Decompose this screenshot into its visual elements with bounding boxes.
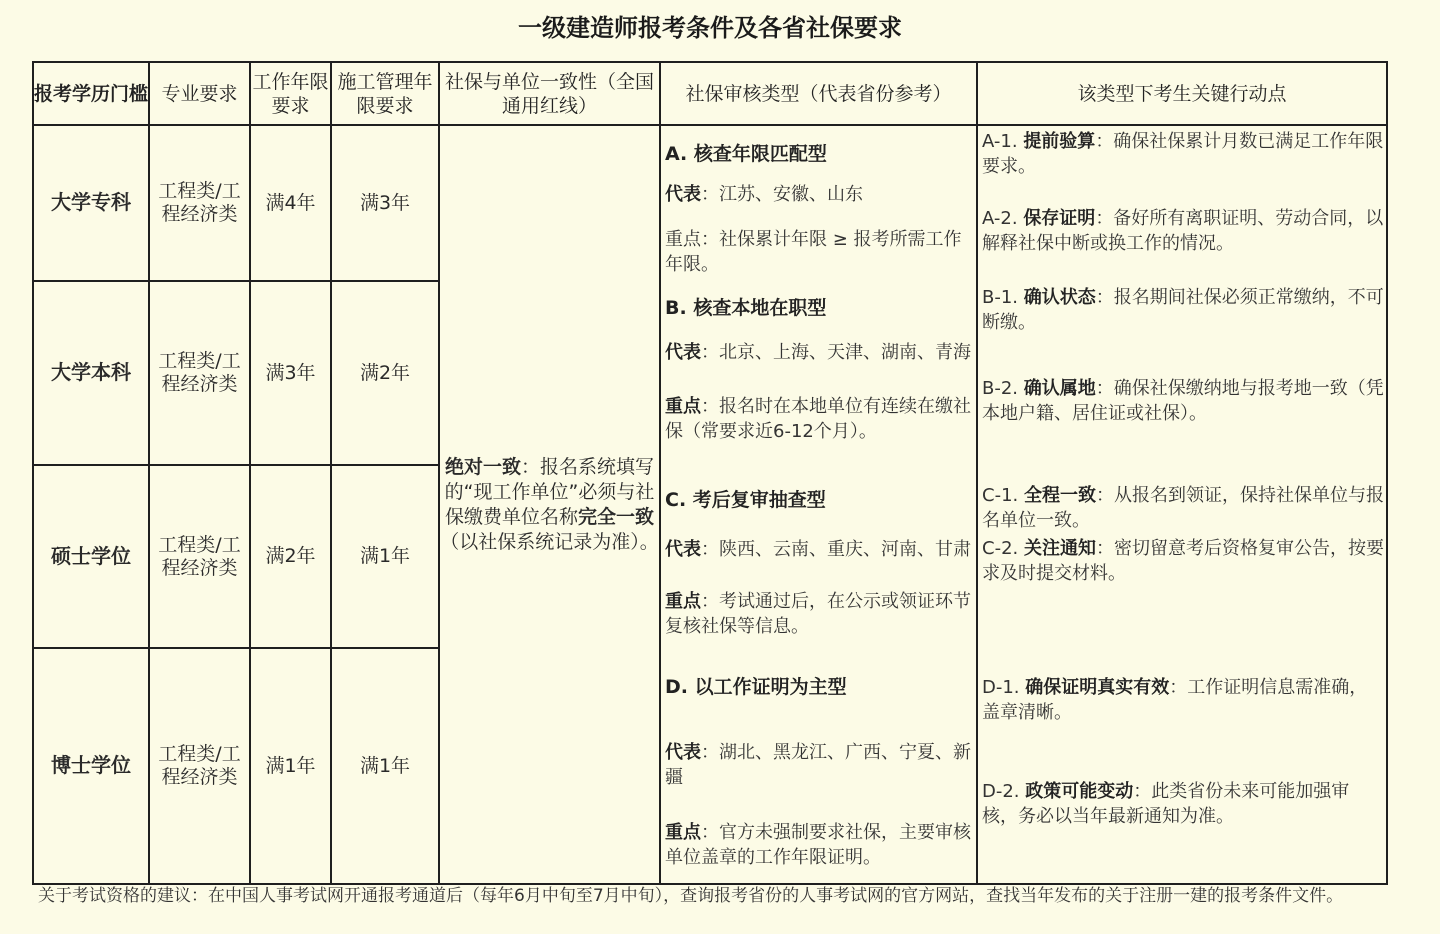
- audit-b-representatives: 代表：北京、上海、天津、湖南、青海: [665, 342, 971, 363]
- header-audit-type: 社保审核类型（代表省份参考）: [660, 62, 977, 125]
- action-b1: B-1. 确认状态：报名期间社保必须正常缴纳，不可断缴。: [982, 287, 1384, 333]
- requirements-table: [32, 61, 1388, 885]
- action-a2: A-2. 保存证明：备好所有离职证明、劳动合同，以解释社保中断或换工作的情况。: [982, 208, 1384, 254]
- mgmt-years-cell: 满1年: [331, 648, 439, 884]
- work-years-cell: 满1年: [250, 648, 331, 884]
- mgmt-years-cell: 满2年: [331, 281, 439, 465]
- work-years-cell: 满3年: [250, 281, 331, 465]
- audit-a-title: A. 核查年限匹配型: [665, 143, 827, 165]
- audit-b-title: B. 核查本地在职型: [665, 297, 827, 319]
- action-c2: C-2. 关注通知：密切留意考后资格复审公告，按要求及时提交材料。: [982, 538, 1384, 584]
- audit-b-key: 重点：报名时在本地单位有连续在缴社保（常要求近6-12个月）。: [665, 396, 971, 442]
- action-d1: D-1. 确保证明真实有效：工作证明信息需准确，盖章清晰。: [982, 677, 1368, 723]
- edu-cell: 大学本科: [33, 281, 149, 465]
- audit-d-key: 重点：官方未强制要求社保，主要审核单位盖章的工作年限证明。: [665, 822, 971, 868]
- header-major: 专业要求: [149, 62, 250, 125]
- audit-a-key: 重点：社保累计年限 ≥ 报考所需工作年限。: [665, 229, 962, 275]
- edu-cell: 硕士学位: [33, 465, 149, 648]
- audit-d-representatives: 代表：湖北、黑龙江、广西、宁夏、新疆: [665, 742, 971, 788]
- major-cell: 工程类/工程经济类: [149, 465, 250, 648]
- audit-a-representatives: 代表：江苏、安徽、山东: [665, 184, 863, 205]
- header-actions: 该类型下考生关键行动点: [977, 62, 1387, 125]
- major-cell: 工程类/工程经济类: [149, 281, 250, 465]
- header-consistency: 社保与单位一致性（全国通用红线）: [439, 62, 660, 125]
- audit-d-title: D. 以工作证明为主型: [665, 676, 847, 698]
- action-d2: D-2. 政策可能变动：此类省份未来可能加强审核，务必以当年最新通知为准。: [982, 781, 1350, 827]
- header-edu: 报考学历门槛: [33, 62, 149, 125]
- mgmt-years-cell: 满3年: [331, 125, 439, 281]
- action-a1: A-1. 提前验算：确保社保累计月数已满足工作年限要求。: [982, 131, 1384, 177]
- mgmt-years-cell: 满1年: [331, 465, 439, 648]
- major-cell: 工程类/工程经济类: [149, 125, 250, 281]
- audit-c-representatives: 代表：陕西、云南、重庆、河南、甘肃: [665, 539, 971, 560]
- work-years-cell: 满2年: [250, 465, 331, 648]
- header-mgmt-years: 施工管理年限要求: [331, 62, 439, 125]
- edu-cell: 大学专科: [33, 125, 149, 281]
- edu-cell: 博士学位: [33, 648, 149, 884]
- audit-type-cell: [660, 125, 977, 884]
- audit-c-title: C. 考后复审抽查型: [665, 489, 826, 511]
- consistency-cell: 绝对一致：报名系统填写的“现工作单位”必须与社保缴费单位名称完全一致（以社保系统记录为准）。: [439, 125, 660, 884]
- header-work-years: 工作年限要求: [250, 62, 331, 125]
- page-title: 一级建造师报考条件及各省社保要求: [518, 14, 902, 42]
- action-c1: C-1. 全程一致：从报名到领证，保持社保单位与报名单位一致。: [982, 485, 1384, 531]
- action-b2: B-2. 确认属地：确保社保缴纳地与报考地一致（凭本地户籍、居住证或社保）。: [982, 378, 1384, 424]
- header-row: [33, 62, 1387, 125]
- footnote: 关于考试资格的建议：在中国人事考试网开通报考通道后（每年6月中旬至7月中旬），查询报考省份的人事考试网的官方网站，查找当年发布的关于注册一建的报考条件文件。: [38, 886, 1344, 906]
- work-years-cell: 满4年: [250, 125, 331, 281]
- major-cell: 工程类/工程经济类: [149, 648, 250, 884]
- actions-cell: [977, 125, 1387, 884]
- table-row: [33, 125, 1387, 281]
- audit-c-key: 重点：考试通过后，在公示或领证环节复核社保等信息。: [665, 591, 971, 637]
